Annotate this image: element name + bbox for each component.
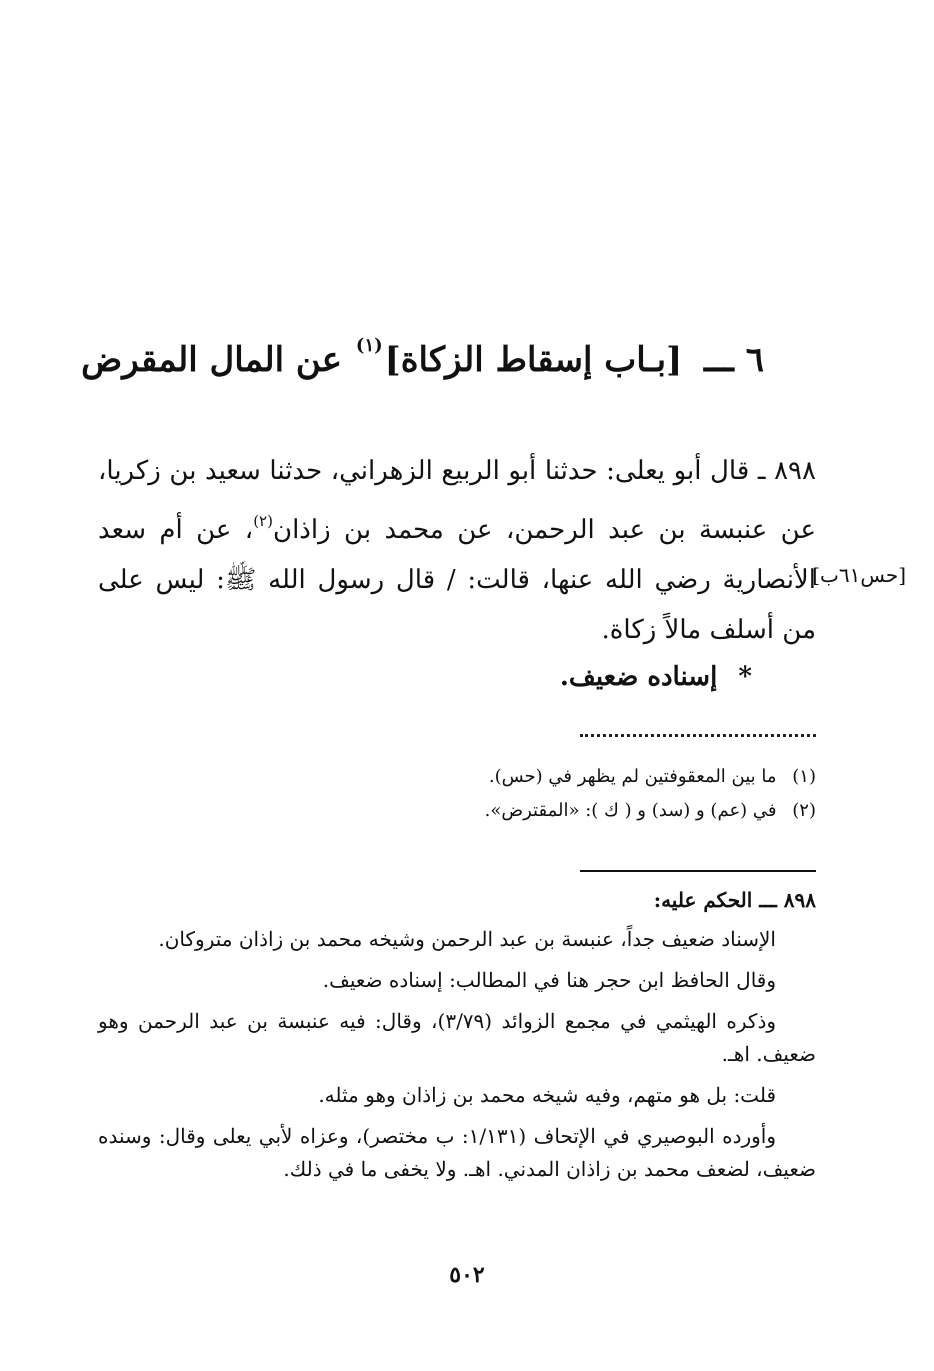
commentary <box>98 884 816 1194</box>
commentary-paragraph: وأورده البوصيري في الإتحاف (١/١٣١: ب مختصر)، وعزاه لأبي يعلى وقال: وسنده ضعيف، لضعف محمد بن زاذان المدني. اهـ. ولا يخفى ما في ذلك. <box>98 1124 816 1181</box>
hadith-number: ٨٩٨ ـ <box>757 456 816 486</box>
margin-note: [حس٦١ب] <box>812 563 906 587</box>
page-number: ٥٠٢ <box>449 1262 485 1288</box>
commentary-paragraph: وذكره الهيثمي في مجمع الزوائد (٣/٧٩)، وقال: فيه عنبسة بن عبد الرحمن وهو ضعيف. اهـ. <box>98 1009 816 1066</box>
chapter-title-rest: عن المال المقرض <box>81 340 343 380</box>
footnotes <box>98 760 816 828</box>
hadith-text-part2: ، عن أم سعد الأنصارية رضي الله عنها، قالت: / قال رسول الله ﷺ: ليس على من أسلف مالاً زكاة. <box>98 515 816 645</box>
chapter-heading <box>81 318 764 388</box>
dotted-separator <box>580 734 816 737</box>
verdict-text: إسناده ضعيف. <box>559 662 718 692</box>
chapter-number: ٦ ـــ <box>704 340 764 380</box>
footnote-number: (٢) <box>792 800 816 821</box>
footnote-number: (١) <box>792 766 816 787</box>
commentary-paragraph: وقال الحافظ ابن حجر هنا في المطالب: إسناده ضعيف. <box>322 968 776 992</box>
hadith-text <box>98 446 816 655</box>
footnote-text: في (عم) و (سد) و ( ك ): «المقترض». <box>484 800 777 821</box>
commentary-heading: ٨٩٨ ـــ الحكم عليه: <box>653 888 816 912</box>
chapter-title-bracketed: [بـاب إسقاط الزكاة] <box>384 340 683 380</box>
footnote-item <box>98 760 816 794</box>
commentary-paragraph: قلت: بل هو متهم، وفيه شيخه محمد بن زاذان وهو مثله. <box>318 1083 776 1107</box>
star-icon: * <box>738 662 752 692</box>
commentary-paragraph: الإسناد ضعيف جداً، عنبسة بن عبد الرحمن وشيخه محمد بن زاذان متروكان. <box>158 927 776 951</box>
footnote-text: ما بين المعقوفتين لم يظهر في (حس). <box>488 766 777 787</box>
hadith-text-part1: قال أبو يعلى: حدثنا أبو الربيع الزهراني، حدثنا سعيد بن زكريا، عن عنبسة بن عبد الرحمن، عن محمد بن زاذان <box>98 456 816 545</box>
verdict <box>560 652 752 702</box>
hadith-footnote-ref: (٢) <box>253 512 273 530</box>
chapter-footnote-ref: (١) <box>355 335 383 356</box>
footnote-item <box>98 794 816 828</box>
solid-separator <box>580 870 816 872</box>
